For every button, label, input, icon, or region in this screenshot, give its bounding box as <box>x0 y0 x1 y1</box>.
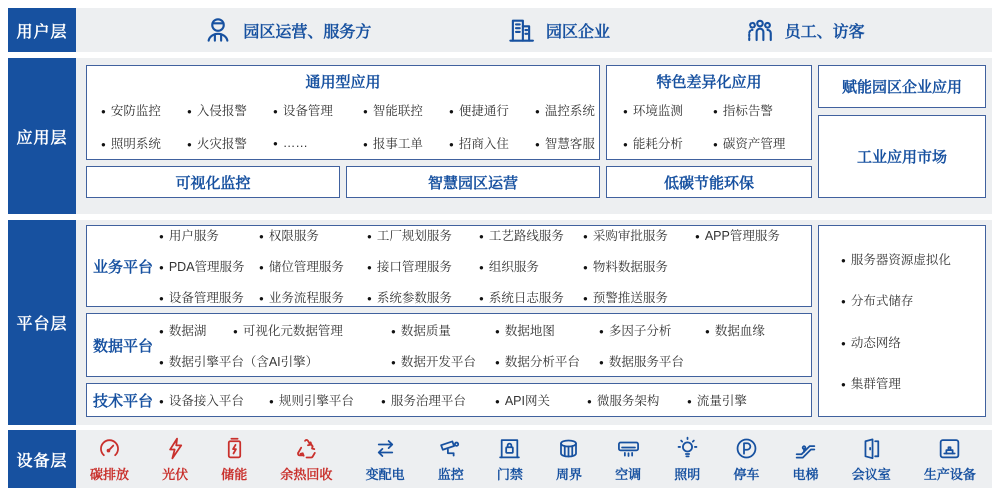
platform-item: ● 物料数据服务 <box>583 257 695 275</box>
platform-item: ● 规则引擎平台 <box>269 391 381 409</box>
recycle-icon <box>294 436 319 461</box>
visual-monitoring-box: 可视化监控 <box>86 166 340 198</box>
device-item-heat-recovery <box>280 436 332 483</box>
data-platform-box <box>86 313 812 377</box>
device-label: 门禁 <box>496 466 523 482</box>
low-carbon-box: 低碳节能环保 <box>606 166 812 198</box>
device-item-perimeter <box>556 436 582 483</box>
device-label: 电梯 <box>792 466 819 482</box>
user-group-label: 员工、访客 <box>784 23 865 41</box>
device-items <box>76 430 992 488</box>
device-item-storage <box>221 436 247 483</box>
platform-layer-label: 平台层 <box>8 220 76 425</box>
gauge-icon <box>97 436 122 461</box>
device-label: 光伏 <box>162 466 189 482</box>
device-item-lighting <box>674 436 700 483</box>
device-label: 变配电 <box>365 466 405 482</box>
device-layer-content <box>76 430 992 488</box>
tech-platform-box <box>86 383 812 417</box>
app-item: ● 能耗分析 <box>623 134 713 152</box>
user-group-enterprise <box>506 15 610 45</box>
infra-item: ● 分布式储存 <box>841 291 985 309</box>
platform-item: ● 数据质量 <box>391 321 495 339</box>
app-item: ● 环境监测 <box>623 101 713 119</box>
platform-item: ● 服务治理平台 <box>381 391 495 409</box>
platform-item: ● 设备接入平台 <box>159 391 269 409</box>
app-item: ● 招商入住 <box>449 134 535 152</box>
device-item-parking <box>733 436 759 483</box>
user-group-visitors <box>745 15 865 45</box>
device-item-pv <box>162 436 188 483</box>
platform-item: ● 组织服务 <box>479 257 583 275</box>
platform-item: ● APP管理服务 <box>695 226 799 244</box>
user-layer-content <box>76 8 992 52</box>
user-group-label: 园区企业 <box>545 23 610 41</box>
lightning-icon <box>163 436 188 461</box>
platform-item: ● 储位管理服务 <box>259 257 367 275</box>
device-layer-row <box>8 430 992 488</box>
app-item: ● 入侵报警 <box>187 101 273 119</box>
device-label: 照明 <box>674 466 701 482</box>
device-item-meeting-room <box>852 436 891 483</box>
app-item: ● 照明系统 <box>101 134 187 152</box>
platform-item: ● 业务流程服务 <box>259 288 367 306</box>
platform-item: ● 多因子分析 <box>599 321 705 339</box>
platform-item: ● 采购审批服务 <box>583 226 695 244</box>
app-item: ● 智慧客服 <box>535 134 599 152</box>
platform-item: ● 数据服务平台 <box>599 352 705 370</box>
infrastructure-list <box>819 226 985 416</box>
device-item-cctv <box>438 436 464 483</box>
user-group-label: 园区运营、服务方 <box>243 23 372 41</box>
device-label: 周界 <box>555 466 582 482</box>
platform-item: ● 系统日志服务 <box>479 288 583 306</box>
platform-item: ● 数据开发平台 <box>391 352 495 370</box>
platform-item: ● 流量引擎 <box>687 391 777 409</box>
platform-item: ● PDA管理服务 <box>159 257 259 275</box>
platform-item: ● 数据分析平台 <box>495 352 599 370</box>
device-label: 停车 <box>733 466 760 482</box>
device-label: 空调 <box>615 466 642 482</box>
platform-item: ● 接口管理服务 <box>367 257 479 275</box>
platform-item: ● 数据引擎平台（含AI引擎） <box>159 352 391 370</box>
data-platform-title: 数据平台 <box>92 337 153 355</box>
door-lock-icon <box>497 436 522 461</box>
smart-park-ops-box: 智慧园区运营 <box>346 166 600 198</box>
platform-item: ● 设备管理服务 <box>159 288 259 306</box>
application-layer-content <box>76 58 992 214</box>
platform-item: ● 用户服务 <box>159 226 259 244</box>
escalator-icon <box>793 436 818 461</box>
app-item: ● 智能联控 <box>363 101 449 119</box>
app-item: ● 温控系统 <box>535 101 599 119</box>
platform-item: ● 工厂规划服务 <box>367 226 479 244</box>
app-item: ● 指标告警 <box>713 101 813 119</box>
general-apps-title: 通用型应用 <box>305 74 381 91</box>
platform-item: ● 工艺路线服务 <box>479 226 583 244</box>
enable-enterprise-apps-box: 赋能园区企业应用 <box>818 65 986 108</box>
device-label: 会议室 <box>851 466 891 482</box>
industry-app-market-box: 工业应用市场 <box>818 115 986 198</box>
battery-icon <box>222 436 247 461</box>
device-layer-label: 设备层 <box>8 430 76 488</box>
app-item: ● 报事工单 <box>363 134 449 152</box>
device-item-production <box>924 436 976 483</box>
business-platform-title: 业务平台 <box>92 258 153 276</box>
device-label: 储能 <box>221 466 248 482</box>
user-groups <box>76 8 992 52</box>
platform-item: ● 数据血缘 <box>705 321 799 339</box>
device-label: 生产设备 <box>923 466 976 482</box>
infrastructure-box <box>818 225 986 417</box>
platform-item: ● 预警推送服务 <box>583 288 695 306</box>
general-apps-box <box>86 65 600 160</box>
perimeter-icon <box>556 436 581 461</box>
device-item-hvac <box>615 436 641 483</box>
platform-item: ● 微服务架构 <box>587 391 687 409</box>
special-apps-box <box>606 65 812 160</box>
people-icon <box>745 15 775 45</box>
application-layer-row <box>8 58 992 214</box>
swap-arrows-icon <box>373 436 398 461</box>
infra-item: ● 集群管理 <box>841 374 985 392</box>
building-icon <box>506 15 536 45</box>
app-item: ● 火灾报警 <box>187 134 273 152</box>
parking-icon <box>734 436 759 461</box>
platform-layer-content <box>76 220 992 425</box>
device-item-access <box>497 436 523 483</box>
platform-item: ● 数据湖 <box>159 321 233 339</box>
platform-item: ● 数据地图 <box>495 321 599 339</box>
special-apps-title: 特色差异化应用 <box>656 74 762 91</box>
device-label: 余热回收 <box>280 466 333 482</box>
device-label: 碳排放 <box>90 466 130 482</box>
infra-item: ● 动态网络 <box>841 333 985 351</box>
app-item: ● 碳资产管理 <box>713 134 813 152</box>
device-item-carbon <box>90 436 129 483</box>
business-platform-box <box>86 225 812 307</box>
platform-layer-row <box>8 220 992 425</box>
app-item: ● 安防监控 <box>101 101 187 119</box>
application-layer-label: 应用层 <box>8 58 76 214</box>
device-item-elevator <box>793 436 819 483</box>
device-item-power <box>366 436 405 483</box>
infra-item: ● 服务器资源虚拟化 <box>841 250 985 268</box>
tech-platform-title: 技术平台 <box>92 392 153 410</box>
device-label: 监控 <box>437 466 464 482</box>
meeting-room-icon <box>859 436 884 461</box>
app-item: ● …… <box>273 136 363 150</box>
user-layer-label: 用户层 <box>8 8 76 52</box>
app-item: ● 设备管理 <box>273 101 363 119</box>
operator-icon <box>203 15 233 45</box>
user-layer-row <box>8 8 992 52</box>
platform-item: ● 系统参数服务 <box>367 288 479 306</box>
user-group-operator <box>203 15 371 45</box>
platform-item: ● 可视化元数据管理 <box>233 321 391 339</box>
bulb-icon <box>675 436 700 461</box>
platform-item: ● API网关 <box>495 391 587 409</box>
app-item: ● 便捷通行 <box>449 101 535 119</box>
cctv-icon <box>438 436 463 461</box>
platform-item: ● 权限服务 <box>259 226 367 244</box>
ac-icon <box>616 436 641 461</box>
machine-icon <box>937 436 962 461</box>
